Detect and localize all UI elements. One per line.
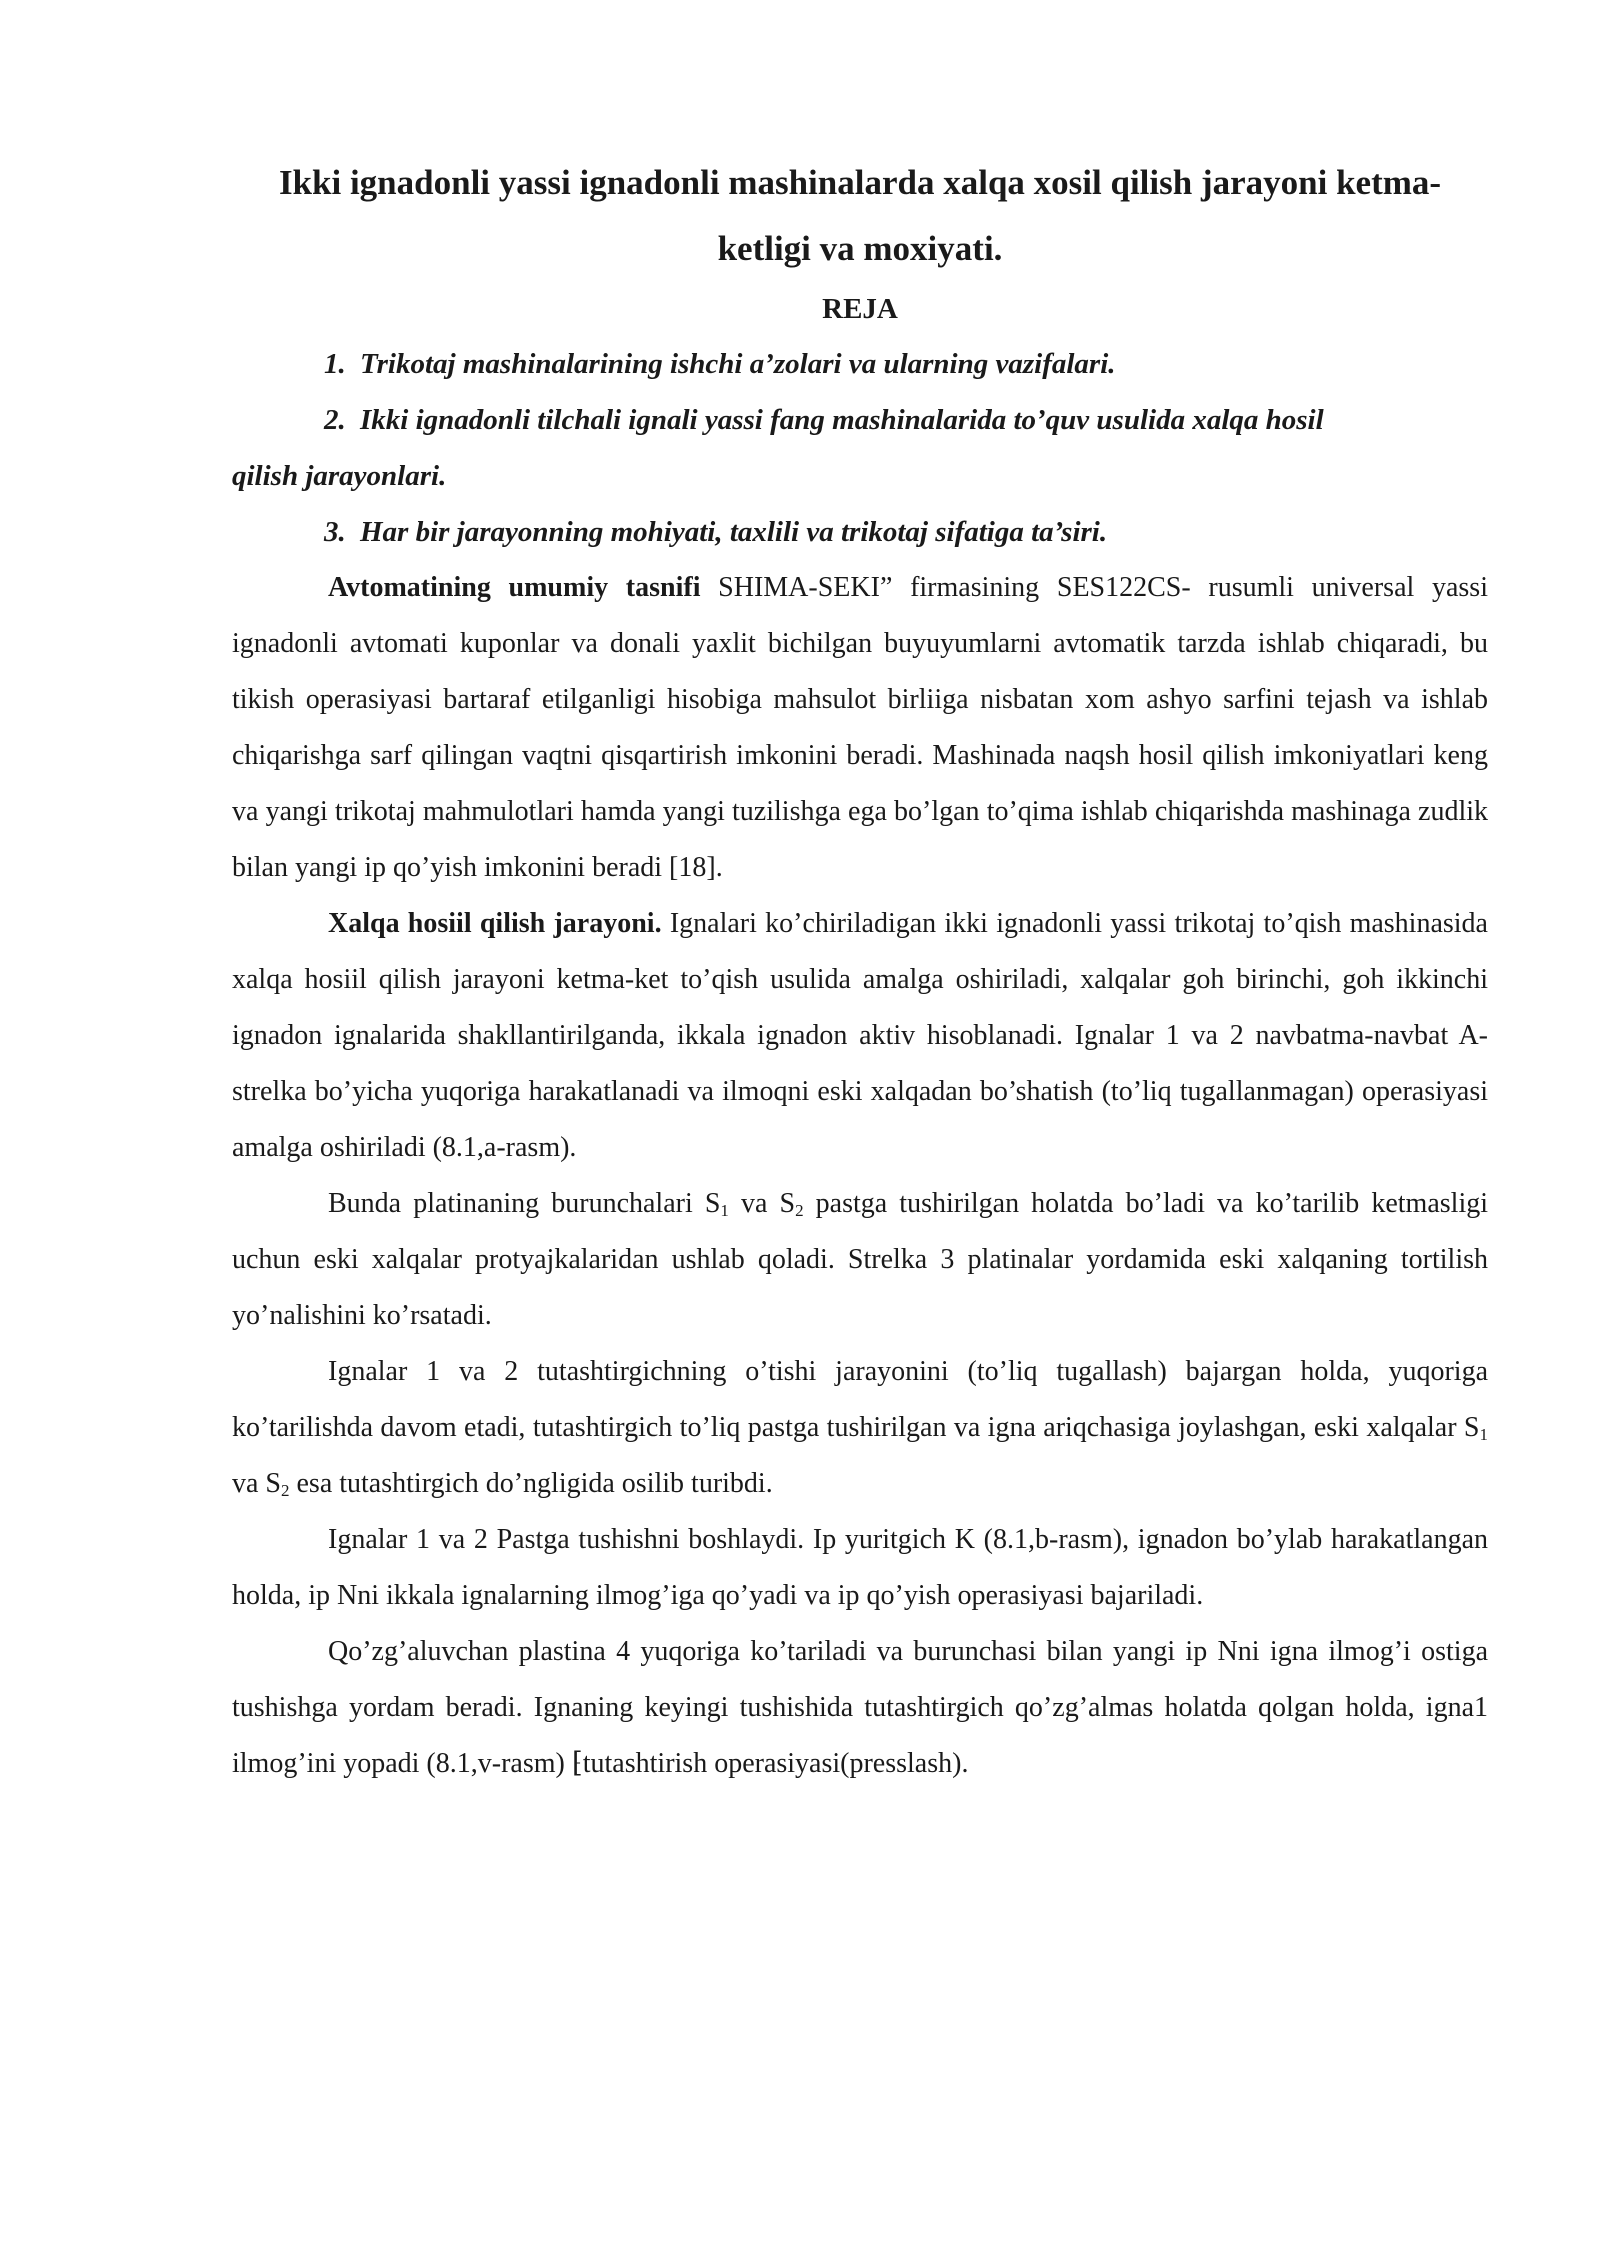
document-page	[232, 150, 1488, 1792]
subscript: 1	[720, 1201, 729, 1220]
paragraph-text: pastga tushirilgan holatda bo’ladi va ko’tarilib ketmasligi uchun eski xalqalar protyajkalaridan ushlab qoladi. Strelka 3 platinalar yordamida eski xalqaning tortilish yo’nalishini ko’rsatadi.	[232, 1188, 1488, 1331]
plan-item-number: 1.	[324, 348, 346, 380]
plan-item-number: 2.	[324, 404, 346, 436]
title-line-2: ketligi va moxiyati.	[717, 229, 1003, 268]
plan-item-3	[232, 504, 1488, 560]
paragraph-needles-rise	[232, 1344, 1488, 1512]
paragraph-sinker-noses	[232, 1176, 1488, 1344]
paragraph-text: va S	[728, 1188, 796, 1219]
plan-item-2	[232, 392, 1488, 448]
paragraph-text: Bunda platinaning burunchalari S	[328, 1188, 721, 1219]
document-title	[232, 150, 1488, 282]
plan-item-text: Trikotaj mashinalarining ishchi a’zolari va ularning vazifalari.	[360, 348, 1116, 380]
title-line-1: Ikki ignadonli yassi ignadonli mashinalarda xalqa xosil qilish jarayoni ketma-	[278, 163, 1442, 202]
paragraph-loop-forming	[232, 896, 1488, 1176]
plan-item-text: Ikki ignadonli tilchali ignali yassi fang mashinalarida to’quv usulida xalqa hosil	[360, 404, 1324, 436]
plan-item-text: Har bir jarayonning mohiyati, taxlili va trikotaj sifatiga ta’siri.	[360, 516, 1108, 548]
subscript: 1	[1479, 1425, 1488, 1444]
plan-heading: REJA	[822, 293, 898, 325]
paragraph-needles-descend: Ignalar 1 va 2 Pastga tushishni boshlaydi. Ip yuritgich K (8.1,b-rasm), ignadon bo’ylab harakatlangan holda, ip Nni ikkala ignalarning ilmog’iga qo’yadi va ip qo’yish operasiyasi bajariladi.	[232, 1524, 1488, 1611]
paragraph-lead: Avtomatining umumiy tasnifi	[328, 572, 701, 603]
paragraph-text: SHIMA-SEKI” firmasining SES122CS- rusumli universal yassi ignadonli avtomati kuponlar va donali yaxlit bichilgan buyuyumlarni avtomatik tarzda ishlab chiqaradi, bu tikish operasiyasi bartaraf etilganligi hisobiga mahsulot birliiga nisbatan xom ashyo sarfini tejash va ishlab chiqarishga sarf qilingan vaqtni qisqartirish imkonini beradi. Mashinada naqsh hosil qilish imkoniyatlari keng va yangi trikotaj mahmulotlari hamda yangi tuzilishga ega bo’lgan to’qima ishlab chiqarishda mashinaga zudlik bilan yangi ip qo’yish imkonini beradi [18].	[232, 572, 1488, 883]
paragraph-text: Ignalar 1 va 2 tutashtirgichning o’tishi jarayonini (to’liq tugallash) bajargan holda, yuqoriga ko’tarilishda davom etadi, tutashtirgich to’liq pastga tushirilgan va igna ariqchasiga joylashgan, eski xalqalar S	[232, 1356, 1488, 1443]
paragraph-movable-plate: Qo’zg’aluvchan plastina 4 yuqoriga ko’tariladi va burunchasi bilan yangi ip Nni igna ilmog’i ostiga tushishga yordam beradi. Ignaning keyingi tushishida tutashtirgich qo’zg’almas holatda qolgan holda, igna1 ilmog’ini yopadi (8.1,v-rasm) ⁅tutashtirish operasiyasi(presslash).	[232, 1636, 1488, 1779]
plan-item-number: 3.	[324, 516, 346, 548]
paragraph-text: va S	[232, 1468, 281, 1499]
subscript: 2	[795, 1201, 804, 1220]
paragraph-lead: Xalqa hosiil qilish jarayoni.	[328, 908, 662, 939]
paragraph-automat-overview	[232, 560, 1488, 896]
paragraph-text: Ignalari ko’chiriladigan ikki ignadonli yassi trikotaj to’qish mashinasida xalqa hosiil qilish jarayoni ketma-ket to’qish usulida amalga oshiriladi, xalqalar goh birinchi, goh ikkinchi ignadon ignalarida shakllantirilganda, ikkala ignadon aktiv hisoblanadi. Ignalar 1 va 2 navbatma-navbat A-strelka bo’yicha yuqoriga harakatlanadi va ilmoqni eski xalqadan bo’shatish (to’liq tugallanmagan) operasiyasi amalga oshiriladi (8.1,a-rasm).	[232, 908, 1488, 1163]
plan-item-2-continuation: qilish jarayonlari.	[232, 460, 447, 492]
paragraph-text: esa tutashtirgich do’ngligida osilib turibdi.	[289, 1468, 773, 1499]
subscript: 2	[281, 1481, 290, 1500]
plan-item-1	[232, 336, 1488, 392]
